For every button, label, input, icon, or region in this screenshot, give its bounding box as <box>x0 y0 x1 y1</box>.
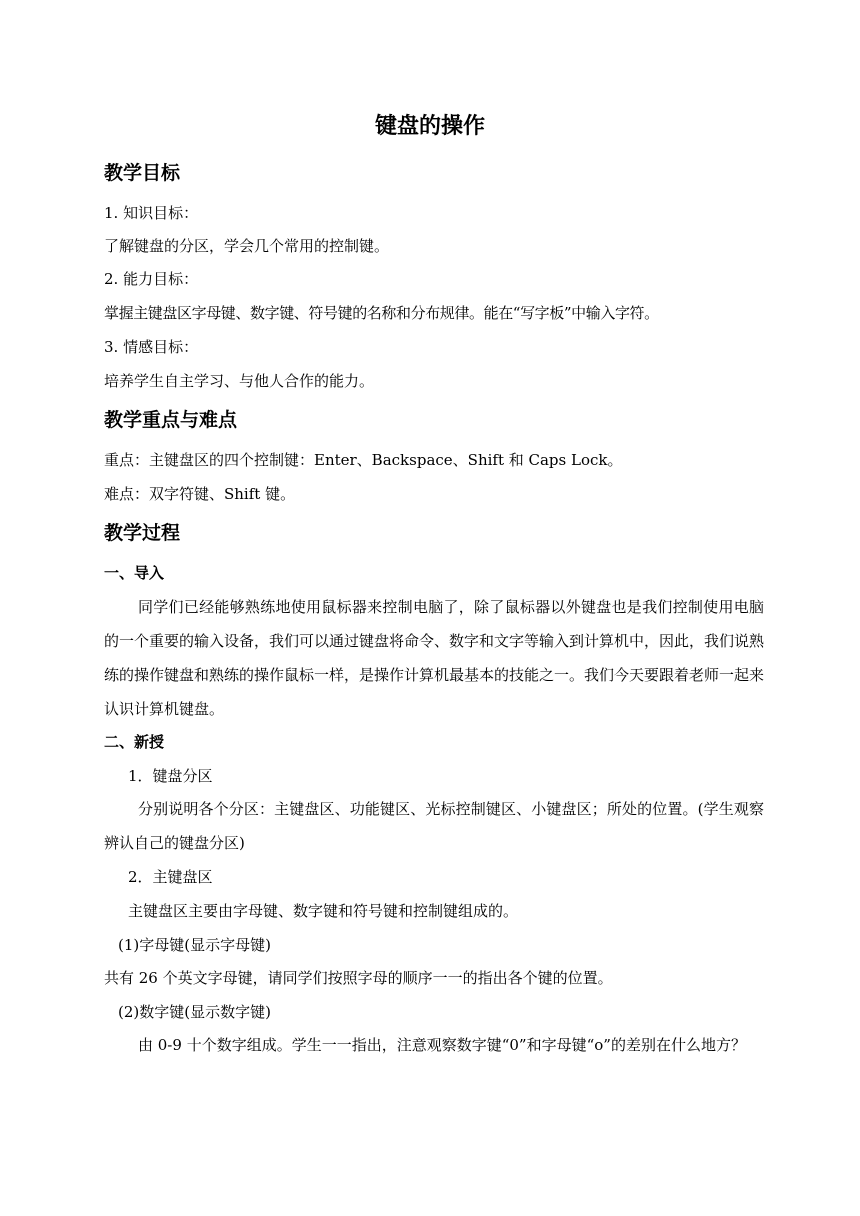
intro-paragraph: 同学们已经能够熟练地使用鼠标器来控制电脑了，除了鼠标器以外键盘也是我们控制使用电脑的一个重要的输入设备，我们可以通过键盘将命令、数字和文字等输入到计算机中，因此，我们说熟练的操作键盘和熟练的操作鼠标一样，是操作计算机最基本的技能之一。我们今天要跟着老师一起来认识计算机键盘。 <box>104 598 765 718</box>
subheading-keyboard-zones: 1．键盘分区 <box>128 767 213 785</box>
heading-new-lesson: 二、新授 <box>104 733 165 751</box>
heading-process: 教学过程 <box>104 522 181 544</box>
item-number-keys: (2)数字键(显示数字键) <box>118 1003 271 1021</box>
page-title: 键盘的操作 <box>374 114 485 139</box>
objective-line: 了解键盘的分区，学会几个常用的控制键。 <box>104 237 390 255</box>
main-keyboard-text: 主键盘区主要由字母键、数字键和符号键和控制键组成的。 <box>128 902 519 920</box>
heading-intro: 一、导入 <box>104 564 165 582</box>
letter-keys-text: 共有 26 个英文字母键，请同学们按照字母的顺序一一的指出各个键的位置。 <box>104 969 613 987</box>
subheading-main-keyboard: 2．主键盘区 <box>128 868 213 886</box>
objective-line: 2. 能力目标： <box>104 270 199 288</box>
number-keys-paragraph: 由 0-9 十个数字组成。学生一一指出，注意观察数字键“0”和字母键“o”的差别在什么地方？ <box>138 1036 746 1054</box>
objective-line: 培养学生自主学习、与他人合作的能力。 <box>104 372 375 390</box>
key-point-line: 难点：双字符键、Shift 键。 <box>104 485 296 503</box>
heading-key-points: 教学重点与难点 <box>104 409 238 431</box>
heading-objectives: 教学目标 <box>104 162 181 184</box>
key-point-line: 重点：主键盘区的四个控制键：Enter、Backspace、Shift 和 Caps Lock。 <box>104 451 623 469</box>
objective-line: 1. 知识目标： <box>104 204 199 222</box>
objective-line: 3. 情感目标： <box>104 338 199 356</box>
item-letter-keys: (1)字母键(显示字母键) <box>118 936 271 954</box>
keyboard-zones-paragraph: 分别说明各个分区：主键盘区、功能键区、光标控制键区、小键盘区；所处的位置。(学生观察辨认自己的键盘分区) <box>104 800 764 852</box>
objective-line: 掌握主键盘区字母键、数字键、符号键的名称和分布规律。能在“写字板”中输入字符。 <box>104 304 659 322</box>
